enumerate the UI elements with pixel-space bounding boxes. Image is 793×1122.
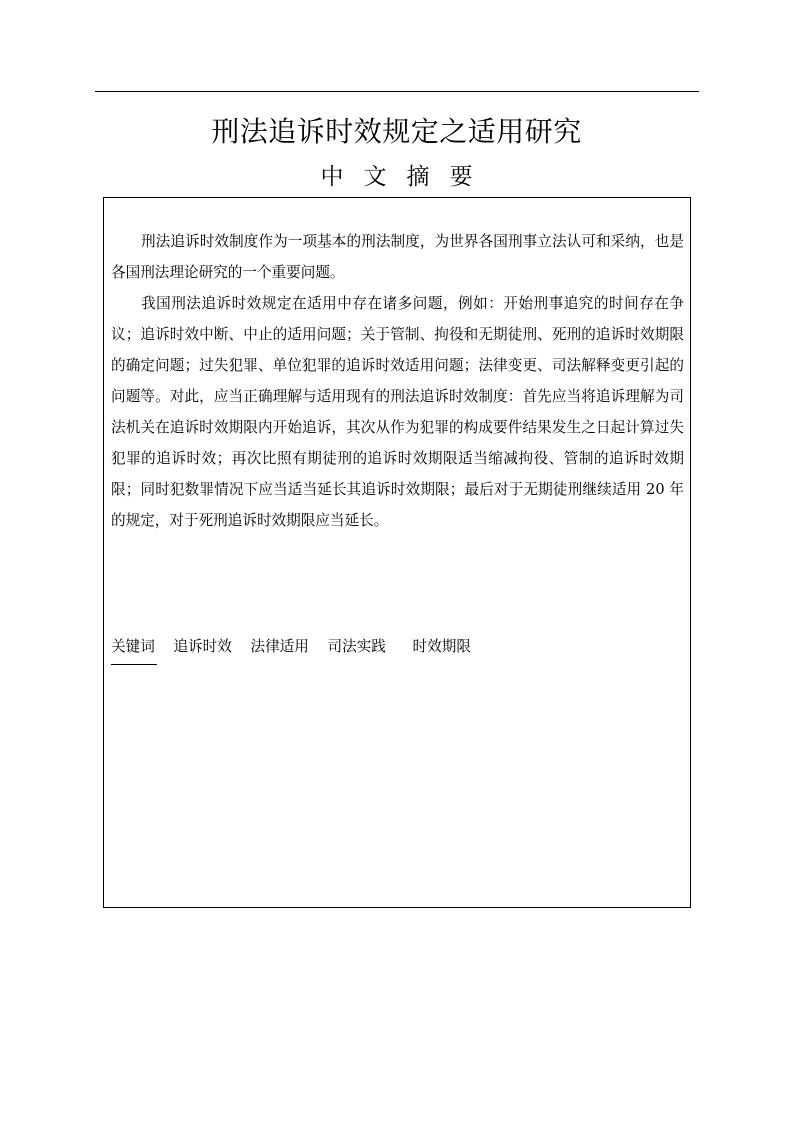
keyword: 司法实践 [327, 638, 386, 655]
header-rule [95, 91, 699, 92]
abstract-paragraph: 我国刑法追诉时效规定在适用中存在诸多问题，例如：开始刑事追究的时间存在争议；追诉时效中断、中止的适用问题；关于管制、拘役和无期徒刑、死刑的追诉时效期限的确定问题；过失犯罪、单位犯罪的追诉时效适用问题；法律变更、司法解释变更引起的问题等。对此，应当正确理解与适用现有的刑法追诉时效制度：首先应当将追诉理解为司法机关在追诉时效期限内开始追诉，其次从作为犯罪的构成要件结果发生之日起计算过失犯罪的追诉时效；再次比照有期徒刑的追诉时效期限适当缩减拘役、管制的追诉时效期限；同时犯数罪情况下应当适当延长其追诉时效期限；最后对于无期徒刑继续适用 20 年的规定，对于死刑追诉时效期限应当延长。 [111, 295, 684, 529]
abstract-body [111, 226, 684, 536]
abstract-heading: 中文摘要 [320, 164, 493, 190]
abstract-box [103, 197, 691, 908]
keywords-label: 关键词 [111, 631, 155, 662]
document-title: 刑法追诉时效规定之适用研究 [211, 115, 582, 148]
keyword: 法律适用 [250, 638, 309, 655]
keyword: 追诉时效 [173, 638, 232, 655]
keywords-line [111, 631, 485, 662]
abstract-paragraph: 刑法追诉时效制度作为一项基本的刑法制度，为世界各国刑事立法认可和采纳，也是各国刑法理论研究的一个重要问题。 [111, 233, 684, 281]
keyword: 时效期限 [412, 638, 471, 655]
